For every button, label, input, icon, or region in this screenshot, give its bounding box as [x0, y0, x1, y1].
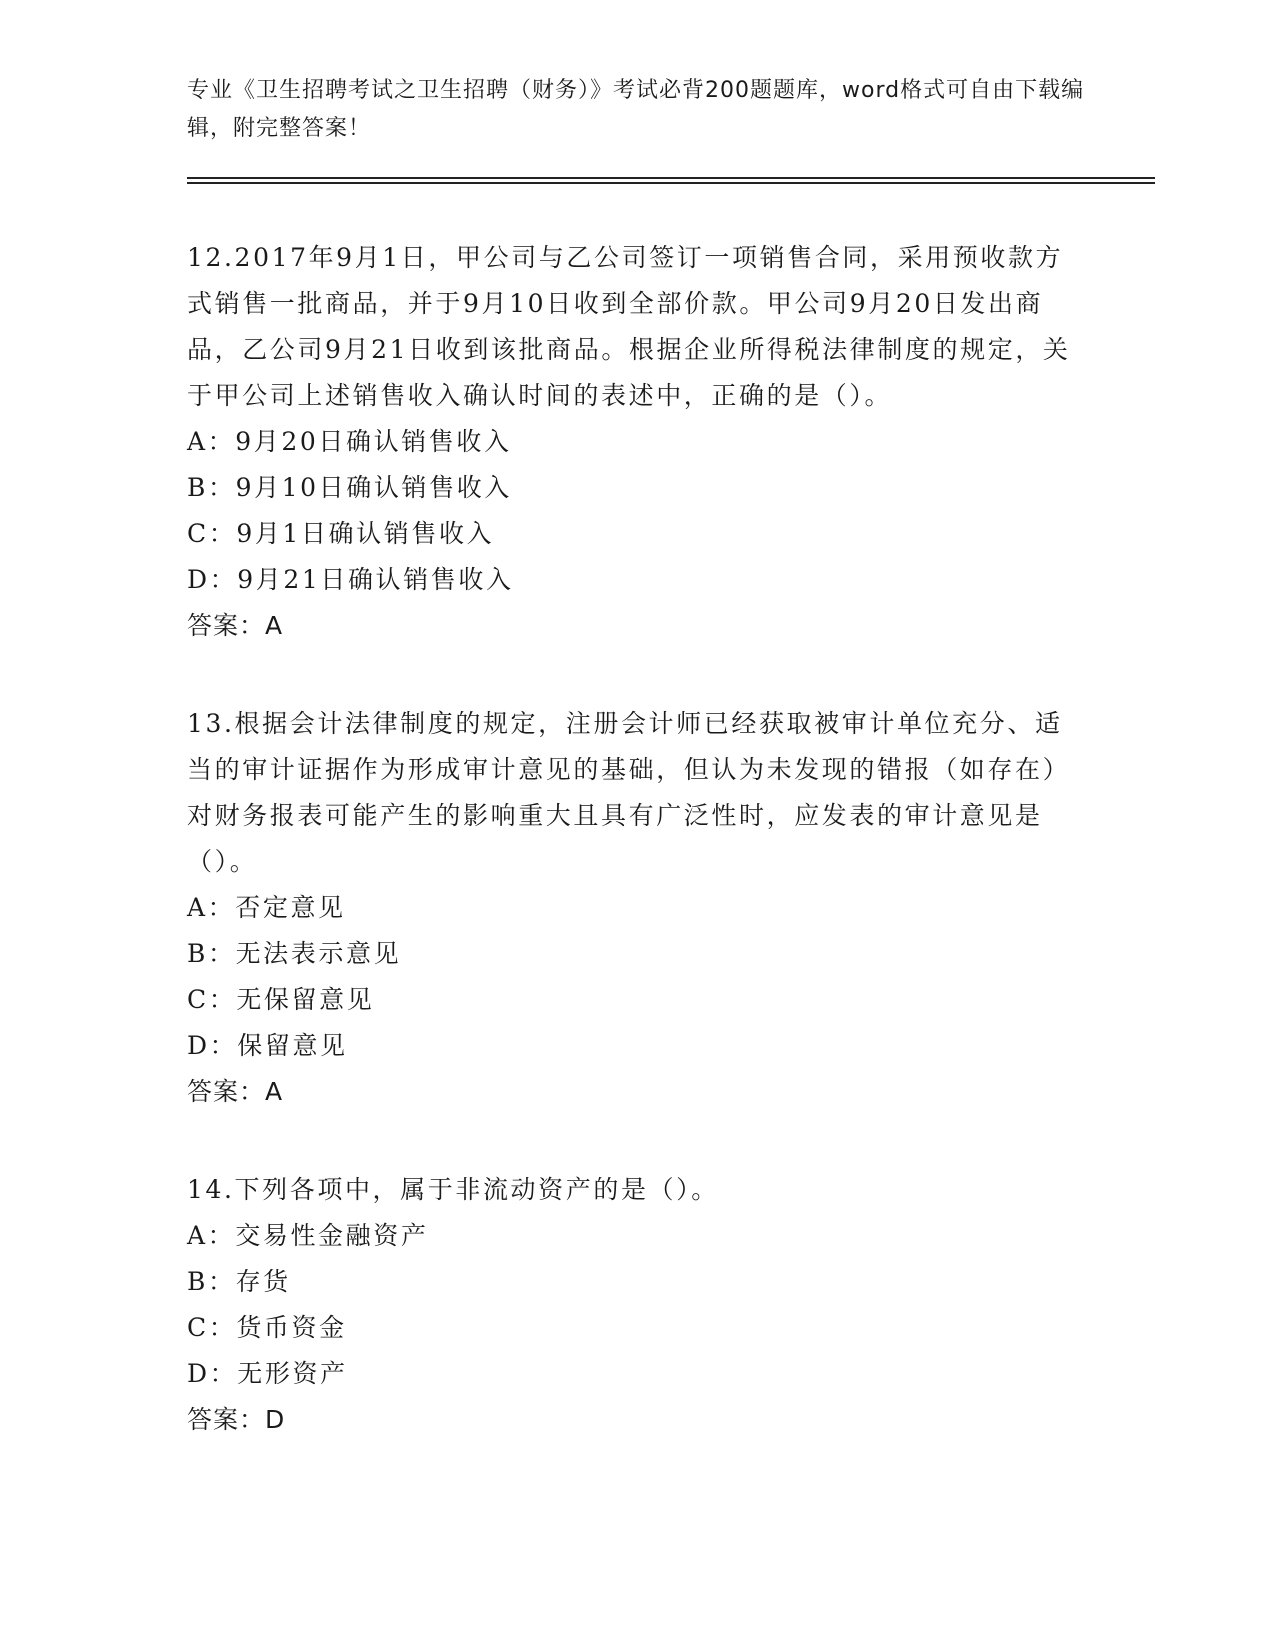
option-a: A：交易性金融资产: [187, 1221, 429, 1250]
option-a: A：9月20日确认销售收入: [187, 427, 512, 456]
option-c: C：货币资金: [187, 1313, 347, 1342]
option-b: B：无法表示意见: [187, 939, 402, 968]
option-c: C：9月1日确认销售收入: [187, 519, 495, 548]
option-b: B：存货: [187, 1267, 291, 1296]
header-divider-top: [187, 177, 1155, 179]
question-list: [187, 235, 1087, 1495]
option-a: A：否定意见: [187, 893, 346, 922]
document-header: 专业《卫生招聘考试之卫生招聘（财务）》考试必背200题题库，word格式可自由下载编辑，附完整答案！: [187, 78, 1085, 141]
question-stem: 12.2017年9月1日，甲公司与乙公司签订一项销售合同，采用预收款方式销售一批商品，并于9月10日收到全部价款。甲公司9月20日发出商品，乙公司9月21日收到该批商品。根据企业所得税法律制度的规定，关于甲公司上述销售收入确认时间的表述中，正确的是（）。: [187, 243, 1071, 410]
option-b: B：9月10日确认销售收入: [187, 473, 512, 502]
question-stem: 14.下列各项中，属于非流动资产的是（）。: [187, 1175, 719, 1204]
question-stem: 13.根据会计法律制度的规定，注册会计师已经获取被审计单位充分、适当的审计证据作为形成审计意见的基础，但认为未发现的错报（如存在）对财务报表可能产生的影响重大且具有广泛性时，应发表的审计意见是（）。: [187, 709, 1071, 876]
option-c: C：无保留意见: [187, 985, 375, 1014]
question-12: [187, 235, 1087, 649]
header-divider-bottom: [187, 182, 1155, 184]
answer: 答案：A: [187, 1077, 284, 1106]
answer: 答案：D: [187, 1405, 286, 1434]
question-13: [187, 701, 1087, 1115]
option-d: D：保留意见: [187, 1031, 348, 1060]
question-14: [187, 1167, 1087, 1443]
option-d: D：9月21日确认销售收入: [187, 565, 514, 594]
answer: 答案：A: [187, 611, 284, 640]
option-d: D：无形资产: [187, 1359, 348, 1388]
